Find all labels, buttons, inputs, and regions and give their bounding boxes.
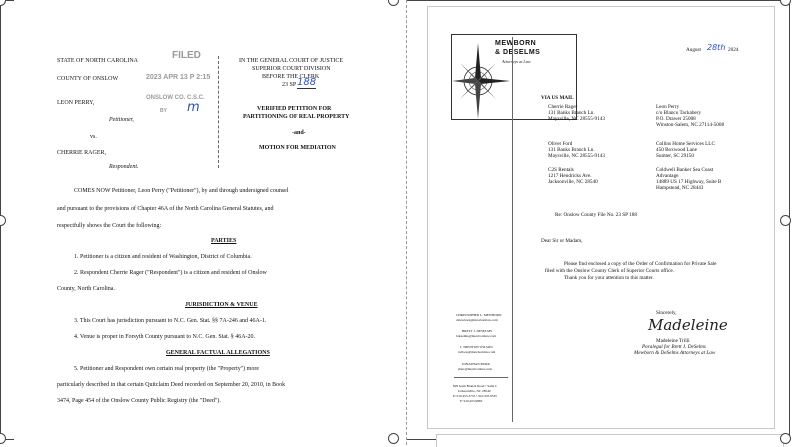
para-2-line-2: County, North Carolina. [57, 286, 115, 292]
recipient-2-line-4: Winston-Salem, NC 27114-5008 [656, 122, 725, 128]
resize-handle-middle-right[interactable] [780, 215, 791, 226]
recipient-2-line-1: Leon Perry [656, 104, 680, 110]
intro-line-1: COMES NOW Petitioner, Leon Perry ("Petitioner"), by and through undersigned counsel [74, 188, 289, 194]
recipient-5-line-2: 1217 Hendricks Ave. [548, 173, 592, 179]
para-4: 4. Venue is proper in Forsyth County pursuant to N.C. Gen. Stat. § 46A-20. [74, 334, 256, 340]
recipient-5-line-3: Jacksonville, NC 28540 [548, 179, 598, 185]
heading-jurisdiction: JURISDICTION & VENUE [185, 302, 258, 308]
letter-re-line: Re: Onslow County File No. 23 SP 188 [555, 212, 637, 218]
sidebar-address-4: F: 910.455.9865 [460, 399, 483, 403]
file-number-handwritten: 188 [297, 77, 317, 88]
sidebar-person-1-email: cmewborn@mewbornlaw.com [456, 318, 498, 322]
heading-parties: PARTIES [211, 238, 237, 244]
title-line-1: VERIFIED PETITION FOR [257, 106, 332, 112]
intro-line-3: respectfully shows the Court the following: [57, 223, 162, 229]
letter-body-line-3: Thank you for your attention to this matter. [564, 275, 654, 281]
intro-line-2: and pursuant to the provisions of Chapter 46A of the North Carolina General Statutes, and [57, 206, 274, 212]
recipient-6-line-1: Coldwell Banker Sea Coast [656, 167, 714, 173]
firm-name-line-2: & DESELMS [495, 49, 541, 56]
letter-date-year: 2024 [728, 47, 739, 53]
firm-tagline: Attorneys at Law [502, 59, 531, 64]
recipient-5-line-1: C2S Rentals [548, 167, 574, 173]
sidebar-person-4-email: jburr@mewbornlaw.com [458, 367, 492, 371]
sidebar-divider [454, 377, 508, 378]
vs-label: vs. [90, 134, 97, 140]
recipient-3-line-3: Maysville, NC 28555-9143 [548, 153, 605, 159]
caption-divider [218, 56, 219, 168]
respondent-name: CHERRIE RAGER, [57, 150, 107, 156]
sidebar-person-3-email: twilson@mewbornlaw.com [458, 350, 496, 354]
county-stamp: ONSLOW CO. C.S.C. [146, 95, 205, 101]
letter-closing: Sincerely, [656, 310, 677, 316]
caption-division: SUPERIOR COURT DIVISION [252, 66, 331, 72]
stamp-by: BY [160, 108, 167, 114]
clerk-initials: m [187, 100, 200, 115]
para-5-line-1: 5. Petitioner and Respondent own certain real property (the "Property") more [74, 366, 260, 372]
recipient-4-line-1: Collins Home Services LLC [656, 141, 715, 147]
document-page-letter [427, 6, 775, 429]
para-5-line-2: particularly described in that certain Quitclaim Deed recorded on September 20, 2010, in Book [57, 382, 286, 388]
filed-datetime-stamp: 2023 APR 13 P 2:15 [146, 74, 211, 81]
recipient-2-line-2: c/o Blanco Tackabery [656, 110, 702, 116]
para-2-line-1: 2. Respondent Cherrie Rager ("Respondent") is a citizen and resident of Onslow [74, 270, 267, 276]
recipient-1-line-2: 131 Banks Branch Ln. [548, 110, 595, 116]
recipient-6-line-4: Hampstead, NC 28443 [656, 185, 704, 191]
recipient-6-line-2: Advantage [656, 173, 679, 179]
signature-image: Madeleine [648, 316, 728, 334]
filed-stamp: FILED [172, 50, 201, 61]
signer-title-1: Paralegal for Brett J. DeSelms [642, 344, 706, 350]
recipient-4-line-2: 450 Boxwood Lane [656, 147, 697, 153]
caption-county: COUNTY OF ONSLOW [57, 76, 119, 82]
petitioner-role: Petitioner, [109, 117, 134, 123]
resize-handle-bottom-left[interactable] [0, 433, 6, 444]
caption-state: STATE OF NORTH CAROLINA [57, 58, 138, 64]
title-and: -and- [292, 130, 306, 136]
caption-file-prefix: 23 SP [282, 82, 297, 88]
recipient-1-line-3: Maysville, NC 28555-9143 [548, 116, 605, 122]
para-3: 3. This Court has jurisdiction pursuant to N.C. Gen. Stat. §§ 7A-246 and 46A-1. [74, 318, 267, 324]
document-page-next [436, 434, 784, 447]
sidebar-person-4-name: JONATHAN BURR [462, 362, 490, 366]
resize-handle-bottom-center[interactable] [388, 433, 399, 444]
heading-general-facts: GENERAL FACTUAL ALLEGATIONS [166, 350, 270, 356]
recipient-3-line-1: Oliver Ford [548, 141, 573, 147]
sidebar-person-1-name: CHRISTOPHER L. MEWBORN [456, 313, 502, 317]
letter-salutation: Dear Sir or Madam, [541, 238, 583, 244]
signer-name: Madeleine Trilli [656, 338, 690, 344]
sidebar-address-2: Jacksonville, NC 28540 [458, 389, 491, 393]
letter-date-month: August [686, 47, 701, 53]
sidebar-person-2-email: bdeselms@mewbornlaw.com [456, 334, 496, 338]
recipient-4-line-3: Sumter, SC 29150 [656, 153, 694, 159]
caption-before-clerk: BEFORE THE CLERK [262, 74, 320, 80]
para-5-line-3: 3474, Page 454 of the Onslow County Public Registry (the "Deed"). [57, 398, 221, 404]
sidebar-person-2-name: BRETT J. DESELMS [462, 329, 492, 333]
firm-name-line-1: MEWBORN [495, 40, 537, 47]
sidebar-person-3-name: J. TRENTON WILSON [460, 345, 493, 349]
para-1: 1. Petitioner is a citizen and resident of Washington, District of Columbia. [74, 254, 252, 260]
letter-body-line-1: Please find enclosed a copy of the Order of Confirmation for Private Sale [564, 261, 717, 267]
letter-date-day-handwritten: 28th [707, 43, 726, 52]
signer-title-2: Mewborn & DeSelms Attorneys at Law [634, 350, 716, 356]
title-line-3: MOTION FOR MEDIATION [259, 145, 336, 151]
letter-body-line-2: filed with the Onslow County Clerk of Superior Courts office. [545, 268, 674, 274]
resize-handle-bottom-right[interactable] [780, 433, 791, 444]
petitioner-name: LEON PERRY, [57, 100, 95, 106]
title-line-2: PARTITIONING OF REAL PROPERTY [243, 114, 350, 120]
respondent-role: Respondent. [109, 164, 139, 170]
via-us-mail: VIA US MAIL [541, 95, 574, 101]
sidebar-address-1: 829 Gum Branch Road • Suite C [453, 384, 498, 388]
recipient-2-line-3: P.O. Drawer 25008 [656, 116, 696, 122]
recipient-1-line-1: Cherrie Rager [548, 104, 578, 110]
document-page-petition [14, 0, 407, 445]
sidebar-address-3: P: 910.455.3735 • 910.455.9535 [453, 394, 497, 398]
recipient-3-line-2: 131 Banks Branch Ln. [548, 147, 595, 153]
caption-court: IN THE GENERAL COURT OF JUSTICE [239, 58, 344, 64]
recipient-6-line-3: 14889 US 17 Highway, Suite B [656, 179, 722, 185]
